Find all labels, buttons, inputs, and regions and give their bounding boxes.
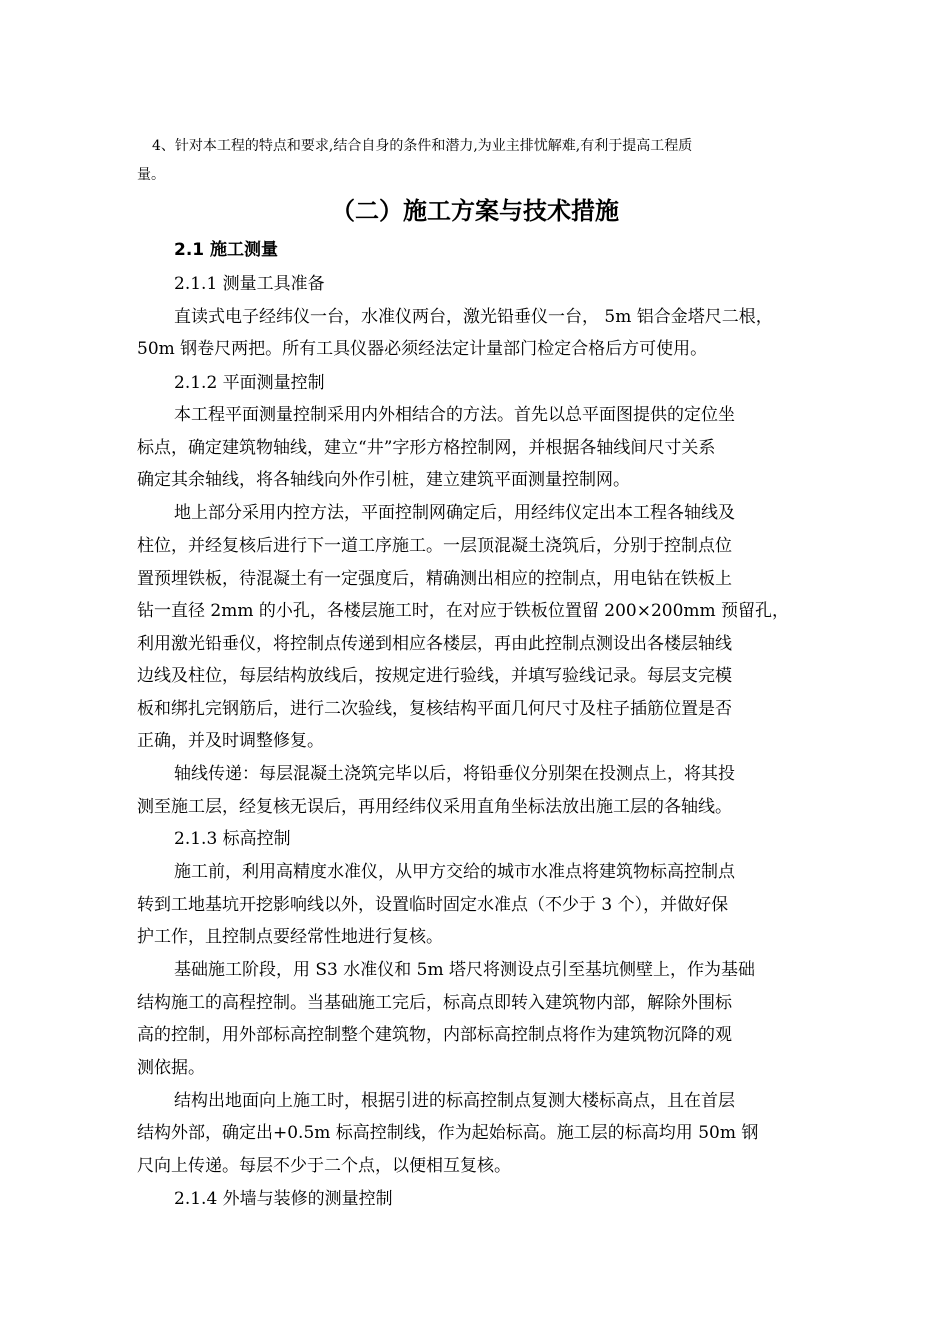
paragraph-line: 钻一直径 2mm 的小孔，各楼层施工时，在对应于铁板位置留 200×200mm 预留孔， — [137, 601, 790, 621]
paragraph-line: 标点，确定建筑物轴线，建立“井”字形方格控制网，并根据各轴线间尺寸关系 — [137, 438, 716, 458]
paragraph-line: 板和绑扎完钢筋后，进行二次验线，复核结构平面几何尺寸及柱子插筋位置是否 — [137, 699, 732, 719]
intro-line-2: 量。 — [137, 167, 165, 183]
paragraph-line: 地上部分采用内控方法，平面控制网确定后，用经纬仪定出本工程各轴线及 — [174, 503, 735, 523]
paragraph-line: 测依据。 — [137, 1058, 205, 1078]
paragraph-line: 边线及柱位，每层结构放线后，按规定进行验线，并填写验线记录。每层支完模 — [137, 666, 732, 686]
heading-2-1: 2.1 施工测量 — [174, 240, 279, 260]
paragraph-line: 基础施工阶段，用 S3 水准仪和 5m 塔尺将测设点引至基坑侧壁上，作为基础 — [174, 960, 756, 980]
heading-2-1-3: 2.1.3 标高控制 — [174, 829, 291, 849]
paragraph-line: 柱位，并经复核后进行下一道工序施工。一层顶混凝土浇筑后，分别于控制点位 — [137, 536, 732, 556]
paragraph-line: 置预埋铁板，待混凝土有一定强度后，精确测出相应的控制点，用电钻在铁板上 — [137, 569, 732, 589]
paragraph-line: 转到工地基坑开挖影响线以外，设置临时固定水准点（不少于 3 个），并做好保 — [137, 895, 729, 915]
paragraph-line: 高的控制，用外部标高控制整个建筑物，内部标高控制点将作为建筑物沉降的观 — [137, 1025, 732, 1045]
paragraph-line: 50m 钢卷尺两把。所有工具仪器必须经法定计量部门检定合格后方可使用。 — [137, 339, 708, 359]
heading-2-1-1: 2.1.1 测量工具准备 — [174, 274, 325, 294]
paragraph-line: 测至施工层，经复核无误后，再用经纬仪采用直角坐标法放出施工层的各轴线。 — [137, 797, 732, 817]
intro-line-1: 4、针对本工程的特点和要求,结合自身的条件和潜力,为业主排忧解难,有利于提高工程质 — [152, 138, 693, 154]
heading-2-1-2: 2.1.2 平面测量控制 — [174, 373, 325, 393]
paragraph-line: 正确，并及时调整修复。 — [137, 731, 324, 751]
heading-2-1-4: 2.1.4 外墙与装修的测量控制 — [174, 1189, 393, 1209]
paragraph-line: 护工作，且控制点要经常性地进行复核。 — [137, 927, 443, 947]
paragraph-line: 确定其余轴线，将各轴线向外作引桩，建立建筑平面测量控制网。 — [137, 470, 630, 490]
paragraph-line: 利用激光铅垂仪，将控制点传递到相应各楼层，再由此控制点测设出各楼层轴线 — [137, 634, 732, 654]
section-title: （二）施工方案与技术措施 — [331, 197, 619, 225]
paragraph-line: 本工程平面测量控制采用内外相结合的方法。首先以总平面图提供的定位坐 — [174, 405, 735, 425]
paragraph-line: 直读式电子经纬仪一台，水准仪两台，激光铅垂仪一台， 5m 铝合金塔尺二根， — [174, 307, 773, 327]
paragraph-line: 尺向上传递。每层不少于二个点，以便相互复核。 — [137, 1156, 511, 1176]
paragraph-line: 轴线传递：每层混凝土浇筑完毕以后，将铅垂仪分别架在投测点上，将其投 — [174, 764, 735, 784]
paragraph-line: 结构外部，确定出+0.5m 标高控制线，作为起始标高。施工层的标高均用 50m 钢 — [137, 1123, 759, 1143]
paragraph-line: 结构出地面向上施工时，根据引进的标高控制点复测大楼标高点，且在首层 — [174, 1091, 735, 1111]
paragraph-line: 结构施工的高程控制。当基础施工完后，标高点即转入建筑物内部，解除外围标 — [137, 993, 732, 1013]
paragraph-line: 施工前，利用高精度水准仪，从甲方交给的城市水准点将建筑物标高控制点 — [174, 862, 735, 882]
